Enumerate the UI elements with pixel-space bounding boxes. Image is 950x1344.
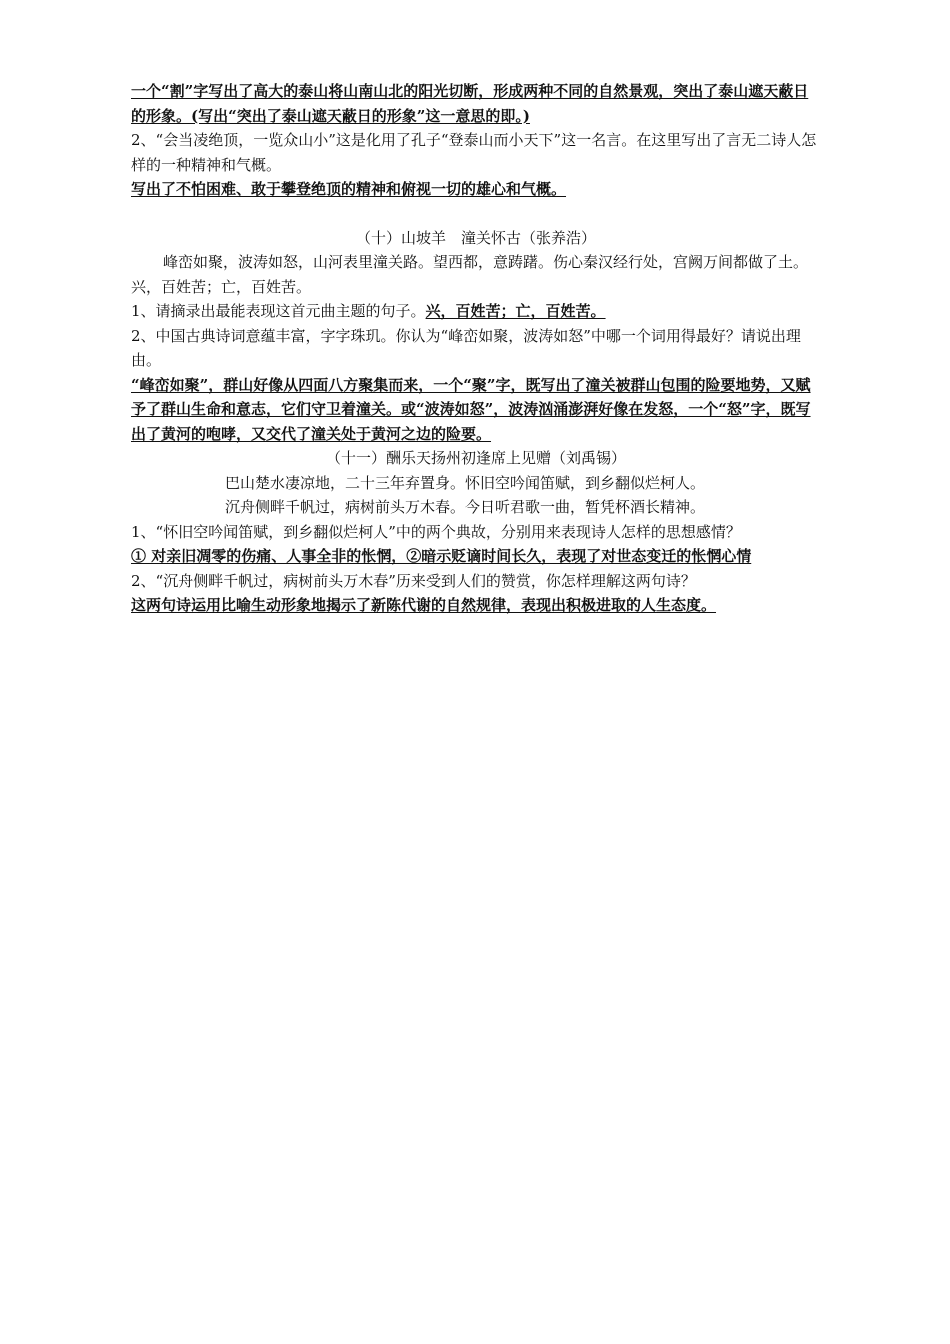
sec9-answer-1: 一个“割”字写出了高大的泰山将山南山北的阳光切断，形成两种不同的自然景观，突出了泰山遮天蔽日的形象。(写出“突出了泰山遮天蔽日的形象”这一意思的即。) bbox=[131, 82, 809, 125]
sec10-answer-1: 兴，百姓苦；亡，百姓苦。 bbox=[425, 302, 606, 320]
sec11-title: （十一）酬乐天扬州初逢席上见赠（刘禹锡） bbox=[325, 449, 626, 467]
sec10-question-1-text: 1、请摘录出最能表现这首元曲主题的句子。 bbox=[131, 302, 426, 320]
sec11-answer-1: ① 对亲旧凋零的伤痛、人事全非的怅惘，②暗示贬谪时间长久，表现了对世态变迁的怅惘心情 bbox=[131, 547, 752, 565]
sec11-question-2: 2、“沉舟侧畔千帆过，病树前头万木春”历来受到人们的赞赏，你怎样理解这两句诗？ bbox=[131, 571, 696, 590]
sec11-answer-2: 这两句诗运用比喻生动形象地揭示了新陈代谢的自然规律，表现出积极进取的人生态度。 bbox=[131, 596, 717, 614]
sec11-poem-line-1: 巴山楚水凄凉地，二十三年弃置身。怀旧空吟闻笛赋，到乡翻似烂柯人。 bbox=[225, 473, 706, 492]
section-spacer bbox=[131, 202, 821, 226]
sec9-question-2: 2、“会当凌绝顶，一览众山小”这是化用了孔子“登泰山而小天下”这一名言。在这里写出了言无二诗人怎样的一种精神和气概。 bbox=[131, 131, 817, 174]
sec10-title: （十）山坡羊 潼关怀古（张养浩） bbox=[355, 228, 596, 247]
sec9-answer-2: 写出了不怕困难、敢于攀登绝顶的精神和俯视一切的雄心和气概。 bbox=[131, 180, 567, 198]
sec10-question-2: 2、中国古典诗词意蕴丰富，字字珠玑。你认为“峰峦如聚，波涛如怒”中哪一个词用得最好？请说出理由。 bbox=[131, 326, 801, 369]
sec10-poem: 峰峦如聚，波涛如怒，山河表里潼关路。望西都，意踌躇。伤心秦汉经行处，宫阙万间都做了土。兴，百姓苦；亡，百姓苦。 bbox=[131, 253, 809, 296]
document-page bbox=[131, 79, 821, 618]
sec11-poem-line-2: 沉舟侧畔千帆过，病树前头万木春。今日听君歌一曲，暂凭杯酒长精神。 bbox=[225, 498, 706, 516]
sec10-question-1 bbox=[131, 299, 821, 324]
sec11-question-1: 1、“怀旧空吟闻笛赋，到乡翻似烂柯人”中的两个典故，分别用来表现诗人怎样的思想感情？ bbox=[131, 522, 741, 541]
sec10-answer-2: “峰峦如聚”，群山好像从四面八方聚集而来，一个“聚”字，既写出了潼关被群山包围的险要地势，又赋予了群山生命和意志，它们守卫着潼关。或“波涛如怒”，波涛汹涌澎湃好像在发怒，一个“怒”字，既写出了黄河的咆哮，又交代了潼关处于黄河之边的险要。 bbox=[131, 375, 811, 443]
